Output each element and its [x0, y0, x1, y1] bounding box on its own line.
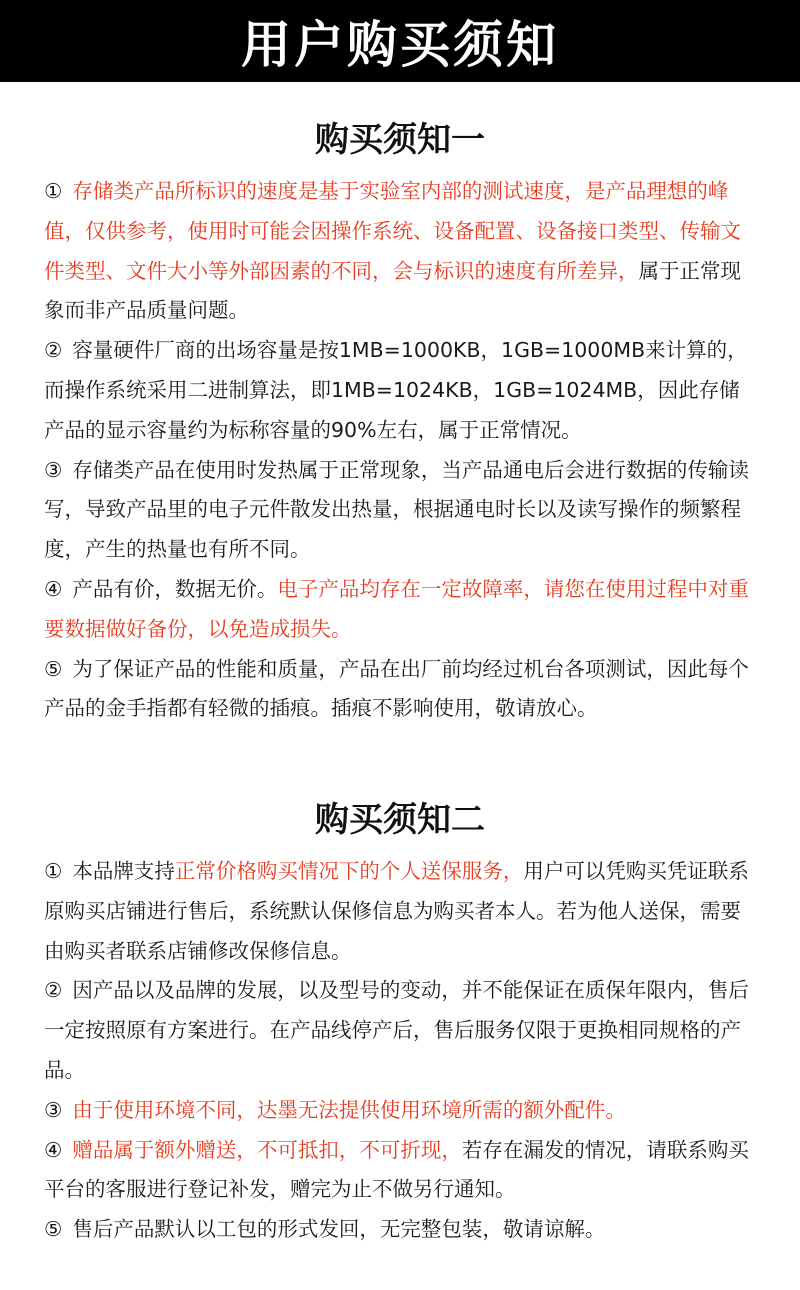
item-number: ③: [44, 1097, 63, 1122]
item-text: 属于正常现象而非产品质量问题。: [44, 258, 741, 323]
highlight-text: 电子产品均存在一定故障率，请您在使用过程中对重要数据做好备份，以免造成损失。: [44, 576, 749, 641]
highlight-text: 赠品属于额外赠送，不可抵扣，不可折现，: [72, 1137, 462, 1162]
top-banner: [0, 0, 800, 82]
banner-title: 用户购买须知: [241, 16, 559, 74]
section-2-title: 购买须知二: [315, 800, 485, 840]
item-number: ④: [44, 1137, 63, 1162]
notice-item: [44, 451, 760, 570]
item-text: 产品有价，数据无价。: [72, 576, 278, 601]
item-number: ③: [44, 457, 63, 482]
notice-item: [44, 650, 760, 730]
item-number: ⑤: [44, 656, 63, 681]
item-number: ①: [44, 179, 63, 203]
notice-item: [44, 331, 760, 450]
item-text: 售后产品默认以工包的形式发回，无完整包装，敬请谅解。: [72, 1217, 606, 1242]
item-text: 存储类产品在使用时发热属于正常现象，当产品通电后会进行数据的传输读写，导致产品里的电子元件散发出热量，根据通电时长以及读写操作的频繁程度，产生的热量也有所不同。: [44, 457, 749, 562]
item-number: ⑤: [44, 1217, 63, 1242]
highlight-text: 由于使用环境不同，达墨无法提供使用环境所需的额外配件。: [72, 1097, 626, 1122]
notice-item: [44, 1091, 760, 1131]
section-1-body: [44, 172, 760, 729]
notice-item: [44, 1210, 760, 1250]
item-text: 为了保证产品的性能和质量，产品在出厂前均经过机台各项测试，因此每个产品的金手指都有轻微的插痕。插痕不影响使用，敬请放心。: [44, 656, 749, 721]
section-1-title: 购买须知一: [315, 120, 485, 160]
highlight-text: 正常价格购买情况下的个人送保服务，: [174, 859, 524, 883]
item-number: ②: [44, 978, 63, 1003]
highlight-text: 存储类产品所标识的速度是基于实验室内部的测试速度，是产品理想的峰值，仅供参考，使用时可能会因操作系统、设备配置、设备接口类型、传输文件类型、文件大小等外部因素的不同，会与标识的速度有所差异，: [44, 179, 741, 283]
notice-item: [44, 172, 760, 331]
item-text: 用户可以凭购买凭证联系原购买店铺进行售后，系统默认保修信息为购买者本人。若为他人送保，需要由购买者联系店铺修改保修信息。: [44, 859, 749, 963]
notice-item: [44, 570, 760, 650]
item-text: 因产品以及品牌的发展，以及型号的变动，并不能保证在质保年限内，售后一定按照原有方案进行。在产品线停产后，售后服务仅限于更换相同规格的产品。: [44, 978, 749, 1082]
section-2-body: [44, 852, 760, 1250]
item-number: ②: [44, 338, 63, 363]
notice-item: [44, 971, 760, 1090]
item-text: 若存在漏发的情况，请联系购买平台的客服进行登记补发，赠完为止不做另行通知。: [44, 1137, 749, 1202]
item-text: 本品牌支持: [72, 859, 175, 883]
item-number: ①: [44, 859, 63, 883]
notice-item: [44, 1131, 760, 1211]
item-number: ④: [44, 576, 63, 601]
item-text: 容量硬件厂商的出场容量是按1MB=1000KB，1GB=1000MB来计算的，而操作系统采用二进制算法，即1MB=1024KB，1GB=1024MB，因此存储产品的显示容量约为标称容量的90%左右，属于正常情况。: [44, 338, 748, 442]
notice-item: [44, 852, 760, 971]
